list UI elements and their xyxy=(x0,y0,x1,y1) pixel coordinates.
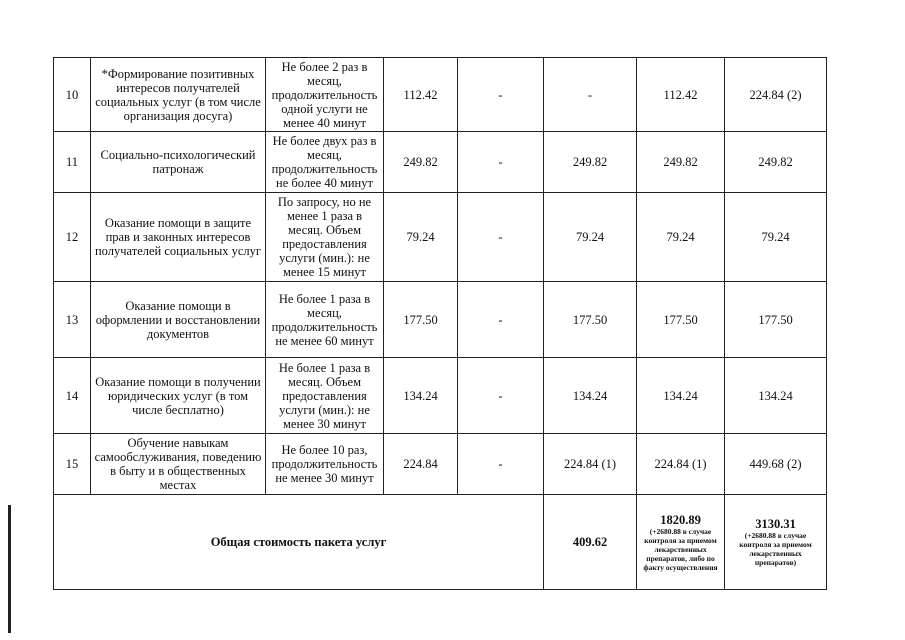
service-frequency: Не более 2 раз в месяц, продолжительность одной услуги не менее 40 минут xyxy=(266,58,384,132)
cost-cell: 79.24 xyxy=(725,193,827,282)
cost-cell: 79.24 xyxy=(384,193,458,282)
service-frequency: По запросу, но не менее 1 раза в месяц. Объем предоставления услуги (мин.): не менее 15 минут xyxy=(266,193,384,282)
service-name: *Формирование позитивных интересов получателей социальных услуг (в том числе организация досуга) xyxy=(91,58,266,132)
service-name: Оказание помощи в оформлении и восстановлении документов xyxy=(91,282,266,358)
cost-cell: 134.24 xyxy=(544,358,637,434)
table-row xyxy=(54,132,827,193)
service-name: Оказание помощи в получении юридических услуг (в том числе бесплатно) xyxy=(91,358,266,434)
cost-cell: 134.24 xyxy=(725,358,827,434)
cost-cell: 224.84 (1) xyxy=(544,434,637,495)
service-name: Оказание помощи в защите прав и законных интересов получателей социальных услуг xyxy=(91,193,266,282)
row-number: 14 xyxy=(54,358,91,434)
total-note: (+2680.88 в случае контроля за приемом лекарственных препаратов, либо по факту осуществления xyxy=(643,526,718,572)
cost-cell: 79.24 xyxy=(544,193,637,282)
total-value: 1820.89 xyxy=(660,512,701,527)
cost-cell: 134.24 xyxy=(384,358,458,434)
service-frequency: Не более 10 раз, продолжительность не менее 30 минут xyxy=(266,434,384,495)
service-frequency: Не более 1 раза в месяц, продолжительность не менее 60 минут xyxy=(266,282,384,358)
cost-cell: 177.50 xyxy=(725,282,827,358)
table-row xyxy=(54,282,827,358)
row-number: 12 xyxy=(54,193,91,282)
total-cell: 409.62 xyxy=(544,495,637,590)
service-name: Обучение навыкам самообслуживания, поведению в быту и в общественных местах xyxy=(91,434,266,495)
cost-cell: 249.82 xyxy=(637,132,725,193)
cost-cell: - xyxy=(458,434,544,495)
scan-edge-mark xyxy=(8,505,11,633)
cost-cell: 224.84 xyxy=(384,434,458,495)
cost-cell: - xyxy=(458,193,544,282)
table-row xyxy=(54,193,827,282)
row-number: 11 xyxy=(54,132,91,193)
cost-cell: 177.50 xyxy=(637,282,725,358)
cost-cell: - xyxy=(458,132,544,193)
table-row xyxy=(54,358,827,434)
cost-cell: 134.24 xyxy=(637,358,725,434)
cost-cell: - xyxy=(458,282,544,358)
total-row xyxy=(54,495,827,590)
cost-cell: - xyxy=(458,358,544,434)
cost-cell: 249.82 xyxy=(544,132,637,193)
cost-cell: 224.84 (1) xyxy=(637,434,725,495)
cost-cell: - xyxy=(458,58,544,132)
table-row xyxy=(54,58,827,132)
table-row xyxy=(54,434,827,495)
cost-cell: 249.82 xyxy=(384,132,458,193)
cost-cell: 249.82 xyxy=(725,132,827,193)
total-cell xyxy=(637,495,725,590)
total-note: (+2680.88 в случае контроля за приемом лекарственных препаратов) xyxy=(739,531,812,567)
services-cost-table xyxy=(53,57,827,590)
cost-cell: 79.24 xyxy=(637,193,725,282)
cost-cell: 449.68 (2) xyxy=(725,434,827,495)
cost-cell: 177.50 xyxy=(544,282,637,358)
total-label: Общая стоимость пакета услуг xyxy=(54,495,544,590)
cost-cell: 112.42 xyxy=(637,58,725,132)
cost-cell: 177.50 xyxy=(384,282,458,358)
row-number: 13 xyxy=(54,282,91,358)
service-frequency: Не более двух раз в месяц, продолжительность не более 40 минут xyxy=(266,132,384,193)
service-name: Социально-психологический патронаж xyxy=(91,132,266,193)
row-number: 15 xyxy=(54,434,91,495)
service-frequency: Не более 1 раза в месяц. Объем предоставления услуги (мин.): не менее 30 минут xyxy=(266,358,384,434)
cost-cell: 224.84 (2) xyxy=(725,58,827,132)
cost-cell: - xyxy=(544,58,637,132)
total-cell xyxy=(725,495,827,590)
cost-cell: 112.42 xyxy=(384,58,458,132)
row-number: 10 xyxy=(54,58,91,132)
total-value: 3130.31 xyxy=(755,517,796,531)
